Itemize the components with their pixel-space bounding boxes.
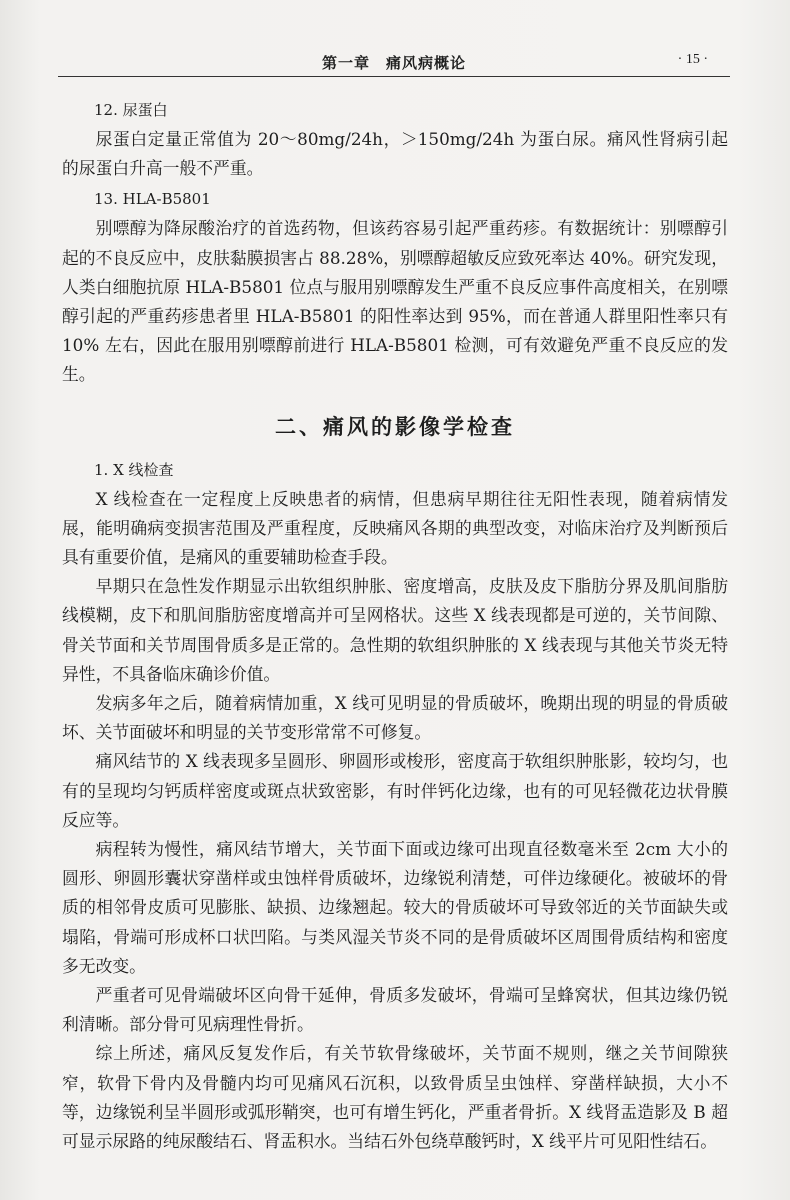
page-body <box>62 94 728 1156</box>
paragraph: 综上所述，痛风反复发作后，有关节软骨缘破坏，关节面不规则，继之关节间隙狭窄，软骨下骨内及骨髓内均可见痛风石沉积，以致骨质呈虫蚀样、穿凿样缺损，大小不等，边缘锐利呈半圆形或弧形鞘突，也可有增生钙化，严重者骨折。X 线肾盂造影及 B 超可显示尿路的纯尿酸结石、肾盂积水。当结石外包绕草酸钙时，X 线平片可见阳性结石。 <box>62 1043 728 1152</box>
subsection-heading-urine-protein: 12. 尿蛋白 <box>94 101 168 119</box>
paragraph-hla-b5801: 别嘌醇为降尿酸治疗的首选药物，但该药容易引起严重药疹。有数据统计：别嘌醇引起的不良反应中，皮肤黏膜损害占 88.28%，别嘌醇超敏反应致死率达 40%。研究发现，人类白细胞抗原 HLA-B5801 位点与服用别嘌醇发生严重不良反应事件高度相关，在别嘌醇引起的严重药疹患者里 HLA-B5801 的阳性率达到 95%，而在普通人群里阳性率只有 10% 左右，因此在服用别嘌醇前进行 HLA-B5801 检测，可有效避免严重不良反应的发生。 <box>62 218 728 385</box>
paragraph-urine-protein: 尿蛋白定量正常值为 20～80mg/24h，＞150mg/24h 为蛋白尿。痛风性肾病引起的尿蛋白升高一般不严重。 <box>62 129 728 179</box>
subsection-heading-hla-b5801: 13. HLA-B5801 <box>94 190 211 209</box>
paragraph: 痛风结节的 X 线表现多呈圆形、卵圆形或梭形，密度高于软组织肿胀影，较均匀，也有的呈现均匀钙质样密度或斑点状致密影，有时伴钙化边缘，也有的可见轻微花边状骨膜反应等。 <box>62 751 728 830</box>
paragraph: X 线检查在一定程度上反映患者的病情，但患病早期往往无阳性表现，随着病情发展，能明确病变损害范围及严重程度，反映痛风各期的典型改变，对临床治疗及判断预后具有重要价值，是痛风的重要辅助检查手段。 <box>62 488 728 568</box>
subsection-heading-xray: 1. X 线检查 <box>94 460 174 479</box>
chapter-title: 第一章 痛风病概论 <box>321 54 466 72</box>
page-number: · 15 · <box>677 52 708 67</box>
section-title: 二、痛风的影像学检查 <box>275 413 515 439</box>
running-head <box>58 44 730 74</box>
paragraph: 发病多年之后，随着病情加重，X 线可见明显的骨质破坏，晚期出现的明显的骨质破坏、关节面破坏和明显的关节变形常常不可修复。 <box>62 693 728 743</box>
paragraph: 早期只在急性发作期显示出软组织肿胀、密度增高，皮肤及皮下脂肪分界及肌间脂肪线模糊，皮下和肌间脂肪密度增高并可呈网格状。这些 X 线表现都是可逆的，关节间隙、骨关节面和关节周围骨质多是正常的。急性期的软组织肿胀的 X 线表现与其他关节炎无特异性，不具备临床确诊价值。 <box>62 576 728 684</box>
paragraph: 严重者可见骨端破坏区向骨干延伸，骨质多发破坏，骨端可呈蜂窝状，但其边缘仍锐利清晰。部分骨可见病理性骨折。 <box>62 985 728 1035</box>
paragraph: 病程转为慢性，痛风结节增大，关节面下面或边缘可出现直径数毫米至 2cm 大小的圆形、卵圆形囊状穿凿样或虫蚀样骨质破坏，边缘锐利清楚，可伴边缘硬化。被破坏的骨质的相邻骨皮质可见膨胀、缺损、边缘翘起。较大的骨质破坏可导致邻近的关节面缺失或塌陷，骨端可形成杯口状凹陷。与类风湿关节炎不同的是骨质破坏区周围骨质结构和密度多无改变。 <box>62 839 728 976</box>
header-rule <box>58 76 730 77</box>
